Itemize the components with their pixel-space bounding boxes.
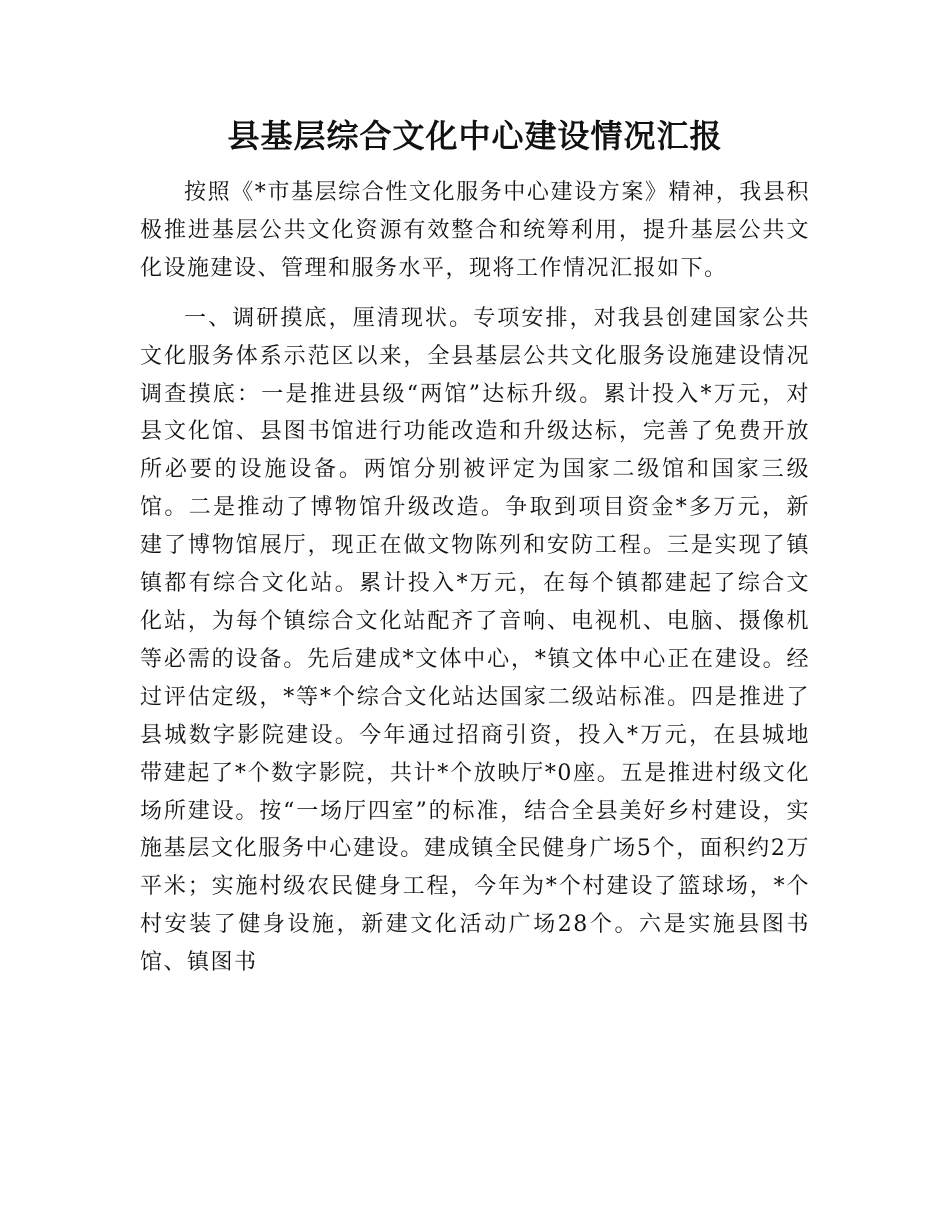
paragraph-intro: 按照《*市基层综合性文化服务中心建设方案》精神，我县积极推进基层公共文化资源有效整合和统筹利用，提升基层公共文化设施建设、管理和服务水平，现将工作情况汇报如下。 [140,180,810,281]
paragraph-section-1: 一、调研摸底，厘清现状。专项安排，对我县创建国家公共文化服务体系示范区以来，全县基层公共文化服务设施建设情况调查摸底：一是推进县级“两馆”达标升级。累计投入*万元，对县文化馆、县图书馆进行功能改造和升级达标，完善了免费开放所必要的设施设备。两馆分别被评定为国家二级馆和国家三级馆。二是推动了博物馆升级改造。争取到项目资金*多万元，新建了博物馆展厅，现正在做文物陈列和安防工程。三是实现了镇镇都有综合文化站。累计投入*万元，在每个镇都建起了综合文化站，为每个镇综合文化站配齐了音响、电视机、电脑、摄像机等必需的设备。先后建成*文体中心，*镇文体中心正在建设。经过评估定级，*等*个综合文化站达国家二级站标准。四是推进了县城数字影院建设。今年通过招商引资，投入*万元，在县城地带建起了*个数字影院，共计*个放映厅*0座。五是推进村级文化场所建设。按“一场厅四室”的标准，结合全县美好乡村建设，实施基层文化服务中心建设。建成镇全民健身广场5个，面积约2万平米；实施村级农民健身工程，今年为*个村建设了篮球场，*个村安装了健身设施，新建文化活动广场28个。六是实施县图书馆、镇图书 [140,305,810,976]
document-body [140,174,810,982]
document-title: 县基层综合文化中心建设情况汇报 [227,117,723,155]
